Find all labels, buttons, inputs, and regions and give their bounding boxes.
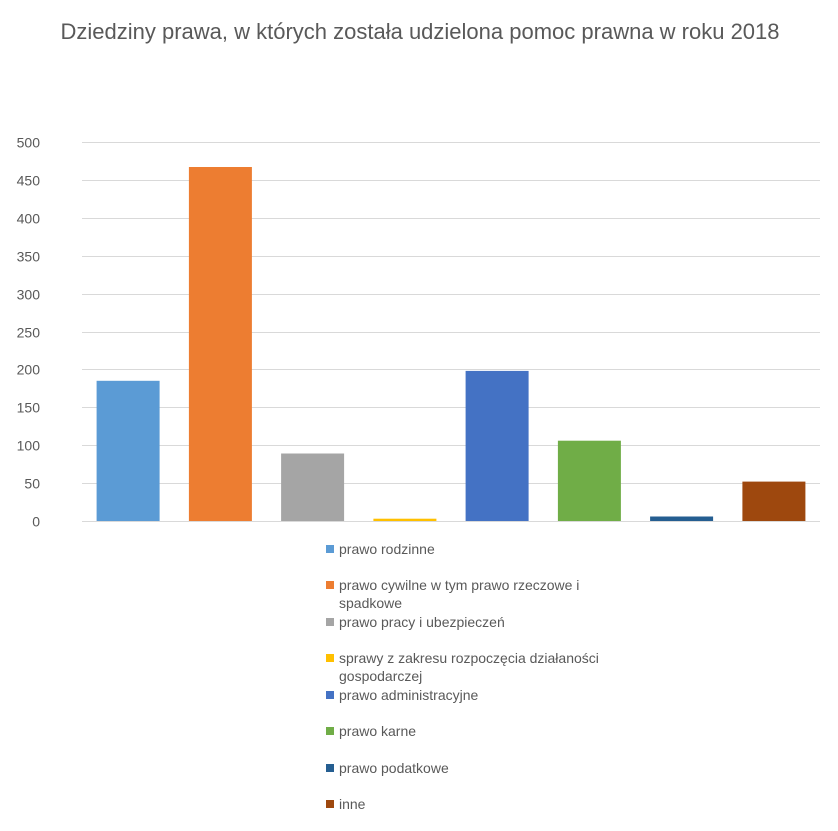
legend-swatch (326, 727, 334, 735)
legend-item (326, 722, 626, 740)
legend-swatch (326, 764, 334, 772)
bar (558, 441, 621, 521)
y-tick-label: 300 (16, 286, 40, 303)
legend-label: prawo pracy i ubezpieczeń (339, 614, 505, 630)
y-tick-label: 0 (32, 513, 40, 530)
legend-label: prawo administracyjne (339, 687, 479, 703)
bar (466, 371, 529, 521)
bar (189, 167, 252, 521)
legend-swatch (326, 800, 334, 808)
chart-title: Dziedziny prawa, w których została udzielona pomoc prawna w roku 2018 (60, 19, 780, 44)
legend-label: prawo karne (339, 723, 417, 739)
legend-label: prawo cywilne w tym prawo rzeczowe i spadkowe (339, 577, 580, 611)
legend-item (326, 649, 626, 685)
y-tick-label: 250 (16, 324, 40, 341)
legend-item (326, 686, 626, 704)
legend-swatch (326, 654, 334, 662)
legend-item (326, 613, 626, 631)
legend-label: inne (339, 796, 366, 812)
y-tick-label: 150 (16, 399, 40, 416)
legend-label: sprawy z zakresu rozpoczęcia działaności gospodarczej (339, 650, 599, 684)
y-tick-label: 100 (16, 437, 40, 454)
legend-swatch (326, 618, 334, 626)
y-tick-label: 450 (16, 172, 40, 189)
y-tick-label: 50 (24, 475, 40, 492)
legend-swatch (326, 545, 334, 553)
legend-item (326, 759, 626, 777)
legend-item (326, 795, 626, 813)
legend-label: prawo podatkowe (339, 760, 449, 776)
y-tick-label: 500 (16, 134, 40, 151)
bar (281, 454, 344, 522)
y-tick-label: 400 (16, 210, 40, 227)
legend-item (326, 576, 626, 612)
legend-label: prawo rodzinne (339, 541, 435, 557)
legend-swatch (326, 581, 334, 589)
bar (97, 381, 160, 521)
legend-item (326, 540, 626, 558)
y-tick-label: 350 (16, 248, 40, 265)
bar (373, 519, 436, 521)
y-tick-label: 200 (16, 361, 40, 378)
bar (650, 517, 713, 522)
legend-swatch (326, 691, 334, 699)
bar (742, 482, 805, 521)
